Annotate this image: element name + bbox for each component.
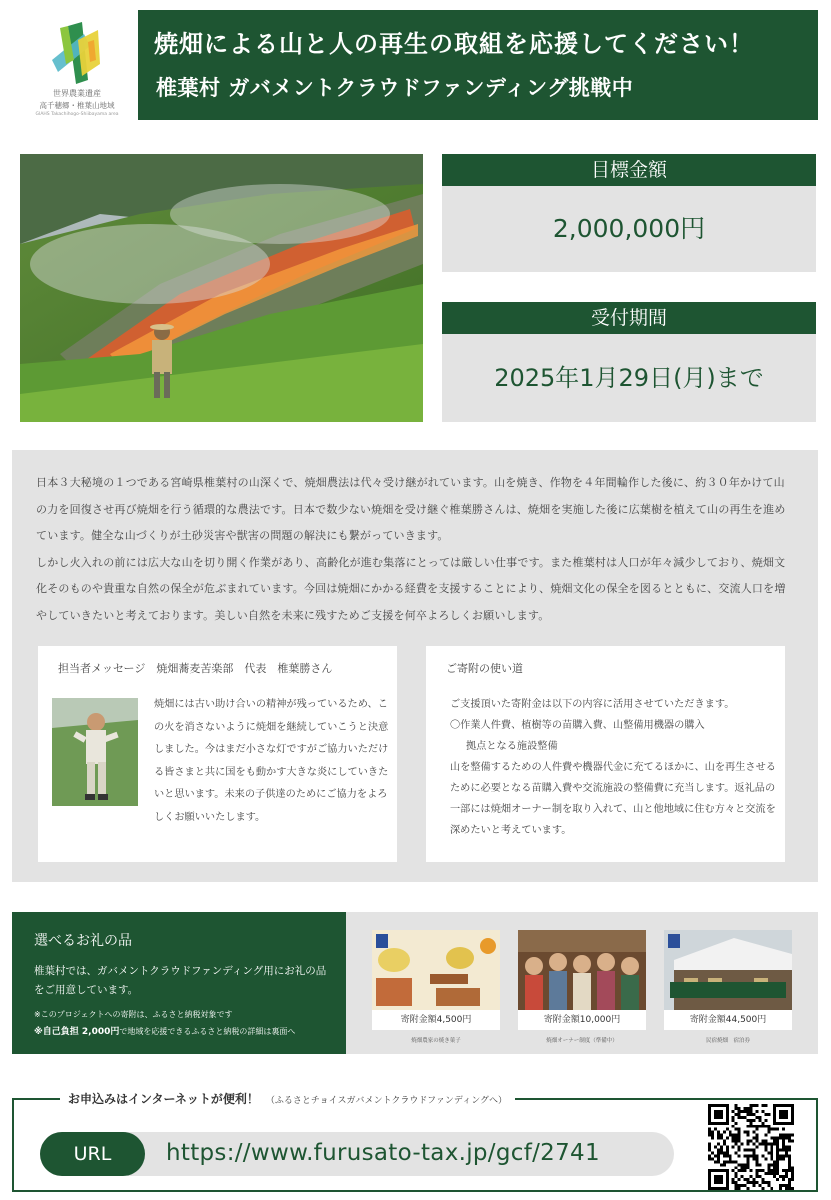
gift-lodging-image (664, 930, 792, 1010)
application-heading-note: （ふるさとチョイスガバメントクラウドファンディングへ） (270, 1096, 508, 1106)
representative-photo (52, 698, 138, 806)
gifts-note-2 (34, 1024, 295, 1037)
goal-label: 目標金額 (442, 154, 816, 186)
logo-line-3: GIAHS Takachihogo-Shiibayama area (35, 112, 119, 117)
gift-sweets-price: 寄附金額4,500円 (372, 1010, 500, 1030)
usage-line-1: ご支援頂いた寄附金は以下の内容に活用させていただきます。 (450, 699, 735, 710)
application-heading (60, 1090, 515, 1107)
gift-owner-image (518, 930, 646, 1010)
gifts-title: 選べるお礼の品 (34, 933, 132, 949)
gifts-section (12, 912, 818, 1054)
qr-code[interactable] (708, 1104, 794, 1190)
period-value: 2025年1月29日(月)まで (494, 364, 764, 392)
gift-owner-price: 寄附金額10,000円 (518, 1010, 646, 1030)
gift-sweets-image (372, 930, 500, 1010)
project-description-section (12, 450, 818, 882)
gifts-note-2-bold: ※自己負担 2,000円 (34, 1027, 120, 1037)
gift-item-sweets[interactable] (372, 930, 500, 1044)
page-subtitle: 椎葉村 ガバメントクラウドファンディング挑戦中 (156, 76, 634, 100)
representative-message-card (38, 646, 397, 862)
gift-owner-caption: 焼畑オーナー制度（準備中） (546, 1038, 618, 1044)
donation-usage-card (426, 646, 785, 862)
gifts-note-1: ※このプロジェクトへの寄附は、ふるさと納税対象です (34, 1010, 233, 1019)
logo-line-1: 世界農業遺産 (53, 89, 101, 98)
usage-heading: ご寄附の使い道 (446, 662, 523, 675)
gifts-note-2-rest: で地域を応援できるふるさと納税の詳細は裏面へ (119, 1027, 296, 1036)
message-heading: 担当者メッセージ 焼畑蕎麦苦楽部 代表 椎葉勝さん (58, 662, 333, 675)
goal-value: 2,000,000円 (552, 214, 706, 243)
application-heading-main: お申込みはインターネットが便利！ (68, 1092, 259, 1106)
usage-line-4: 山を整備するための人件費や機器代金に充てるほかに、山を再生させるために必要となる苗購入費や交流施設の整備費に充当します。返礼品の一部には焼畑オーナー制を取り入れて、山と他地域に住む方々と交流を深めたいと考えています。 (450, 762, 776, 836)
gift-item-lodging-voucher[interactable] (664, 930, 792, 1044)
goal-amount-box (442, 154, 816, 272)
intro-paragraph-1: 日本３大秘境の１つである宮崎県椎葉村の山深くで、焼畑農法は代々受け継がれています。山を焼き、作物を４年間輪作した後に、約３０年かけて山の力を回復させ再び焼畑を行う循環的な農法です。日本で数少ない焼畑を受け継ぐ椎葉勝さんは、焼畑を実施した後に広葉樹を植えて山の再生を進めています。健全な山づくりが土砂災害や獣害の問題の解決にも繋がっていきます。 (36, 476, 786, 542)
campaign-url-link[interactable]: https://www.furusato-tax.jp/gcf/2741 (166, 1140, 600, 1166)
intro-text (36, 470, 796, 629)
logo-line-2: 高千穂郷・椎葉山地域 (39, 101, 115, 110)
gift-item-owner-program[interactable] (518, 930, 646, 1044)
message-body: 焼畑には古い助け合いの精神が残っているため、この火を消さないように焼畑を継続していこうと決意しました。今はまだ小さな灯ですがご協力いただける皆さまと共に国をも動かす大きな炎にしていきたいと思います。未来の子供達のためにご協力をよろしくお願いいたします。 (154, 699, 389, 823)
period-label: 受付期間 (442, 302, 816, 334)
gift-lodging-caption: 民宿焼畑 宿泊券 (705, 1038, 750, 1044)
gift-lodging-price: 寄附金額44,500円 (664, 1010, 792, 1030)
page-title: 焼畑による山と人の再生の取組を応援してください！ (154, 30, 754, 58)
gift-sweets-caption: 焼畑農家の焼き菓子 (411, 1038, 461, 1044)
giahs-logo (22, 18, 132, 120)
gifts-panel (12, 912, 346, 1054)
gifts-body: 椎葉村では、ガバメントクラウドファンディング用にお礼の品をご用意しています。 (34, 965, 327, 996)
header-banner (138, 10, 818, 120)
intro-paragraph-2: しかし火入れの前には広大な山を切り開く作業があり、高齢化が進む集落にとっては厳しい仕事です。また椎葉村は人口が年々減少しており、焼畑文化そのものや貴重な自然の保全が危ぶまれています。今回は焼畑にかかる経費を支援することにより、焼畑文化の保全を図るとともに、交流人口を増やしていきたいと考えております。美しい自然を未来に残すためご支援を何卒よろしくお願いします。 (36, 555, 786, 622)
url-label: URL (40, 1132, 145, 1176)
usage-body (450, 694, 776, 841)
usage-line-3: 拠点となる施設整備 (466, 741, 558, 752)
usage-line-2: 〇作業人件費、植樹等の苗購入費、山整備用機器の購入 (450, 720, 705, 731)
period-box (442, 302, 816, 422)
slash-and-burn-photo (20, 154, 423, 422)
giahs-logo-mark (38, 20, 116, 86)
